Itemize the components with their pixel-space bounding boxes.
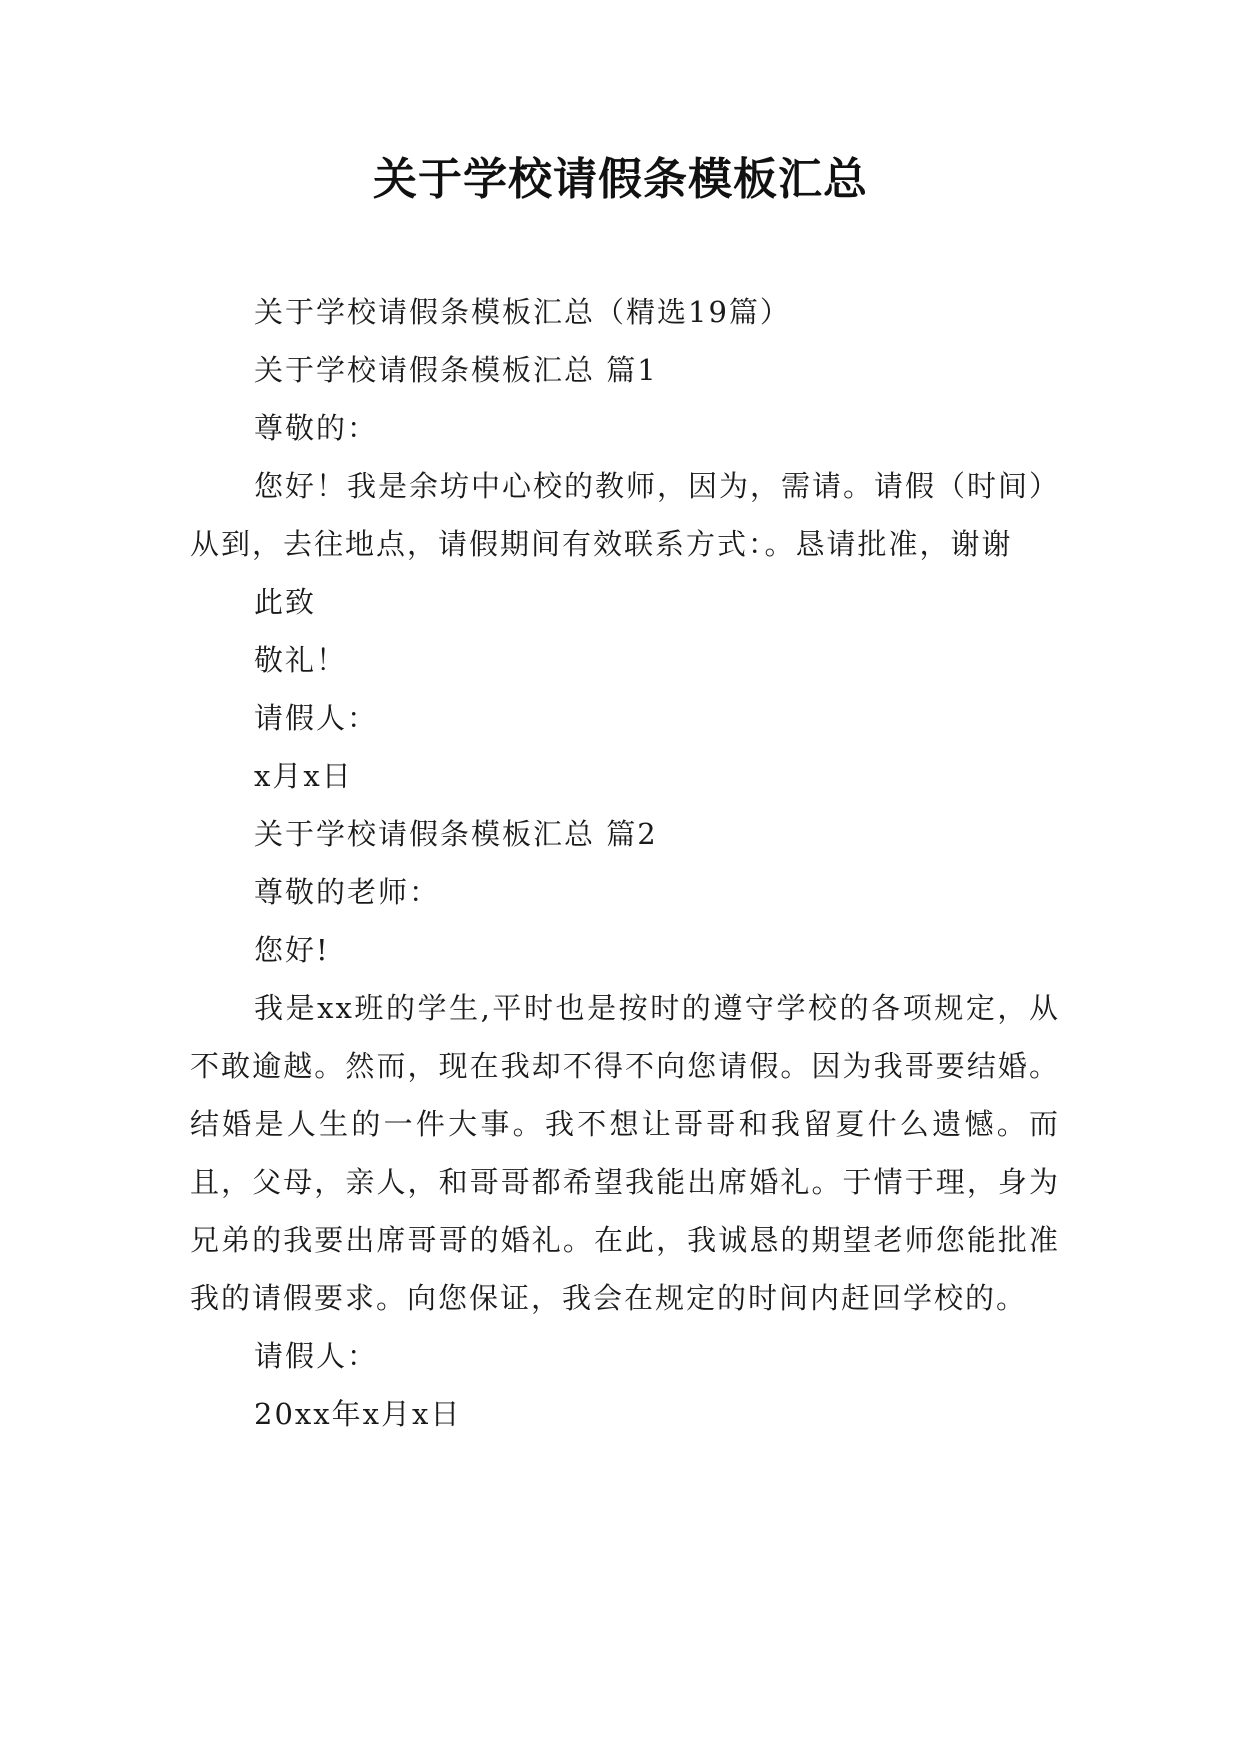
body-paragraph: 我是xx班的学生,平时也是按时的遵守学校的各项规定，从不敢逾越。然而，现在我却不得不向您请假。因为我哥要结婚。结婚是人生的一件大事。我不想让哥哥和我留夏什么遗憾。而且，父母，亲人，和哥哥都希望我能出席婚礼。于情于理，身为兄弟的我要出席哥哥的婚礼。在此，我诚恳的期望老师您能批准我的请假要求。向您保证，我会在规定的时间内赶回学校的。 bbox=[190, 991, 1060, 1315]
closing-regards: 敬礼！ bbox=[254, 643, 348, 677]
document-title: 关于学校请假条模板汇总 bbox=[373, 154, 868, 205]
section-heading-2: 关于学校请假条模板汇总 篇2 bbox=[254, 817, 658, 851]
collection-heading: 关于学校请假条模板汇总（精选19篇） bbox=[254, 295, 791, 329]
date-line: x月x日 bbox=[254, 759, 353, 793]
signature-label: 请假人： bbox=[254, 701, 379, 735]
date-line: 20xx年x月x日 bbox=[254, 1397, 462, 1431]
document-body bbox=[190, 283, 1060, 1443]
signature-label: 请假人： bbox=[254, 1339, 379, 1373]
body-paragraph: 您好！我是余坊中心校的教师，因为，需请。请假（时间）从到，去往地点，请假期间有效联系方式：。恳请批准，谢谢 bbox=[190, 469, 1061, 561]
section-heading-1: 关于学校请假条模板汇总 篇1 bbox=[254, 353, 658, 387]
salutation: 尊敬的老师： bbox=[254, 875, 441, 909]
salutation: 尊敬的： bbox=[254, 411, 379, 445]
greeting: 您好! bbox=[254, 933, 330, 967]
closing-line: 此致 bbox=[254, 585, 317, 619]
